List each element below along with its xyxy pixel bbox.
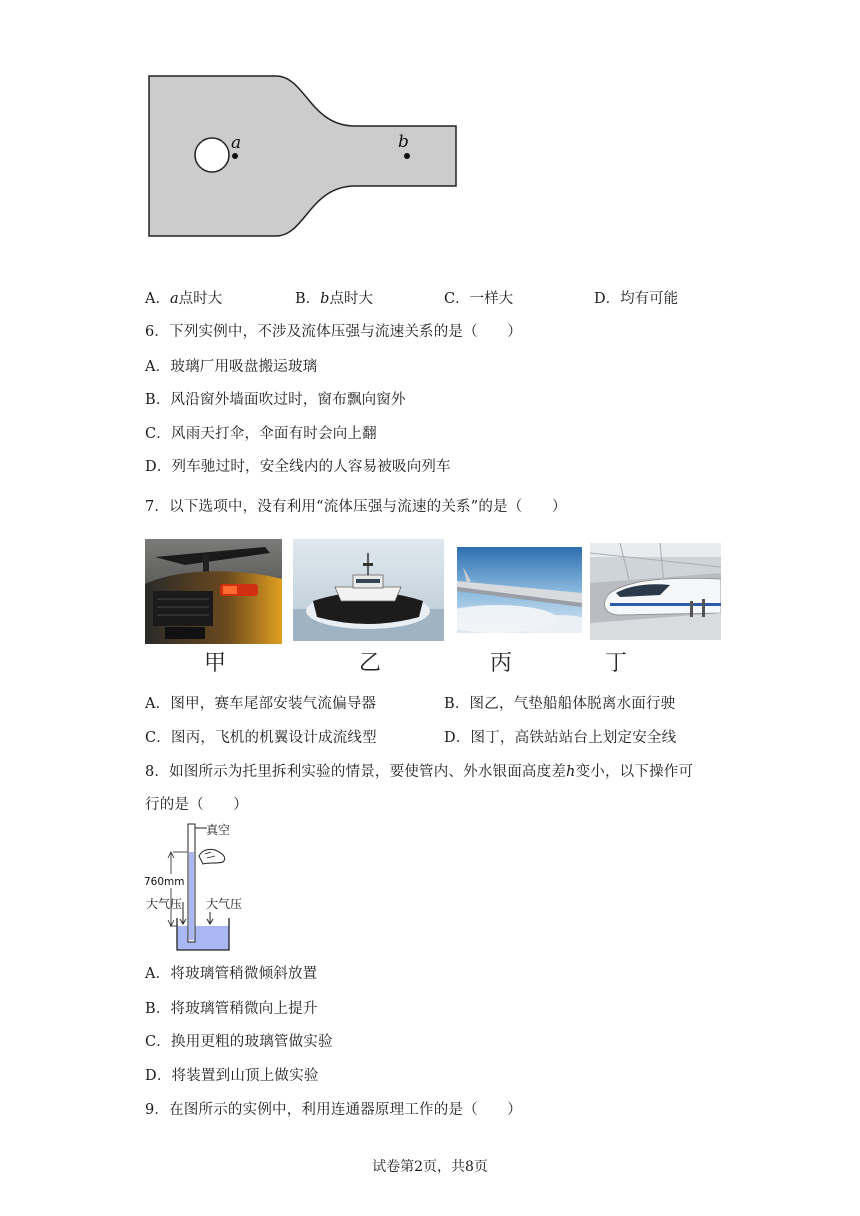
q5-option-b: B．b点时大: [295, 291, 373, 307]
q8-option-d: D．将装置到山顶上做实验: [145, 1068, 319, 1084]
q7-stem: 7．以下选项中，没有利用“流体压强与流速的关系”的是（ ）: [145, 499, 567, 515]
q9-stem: 9．在图所示的实例中，利用连通器原理工作的是（ ）: [145, 1102, 522, 1118]
caption-ding: 丁: [605, 651, 628, 676]
caption-yi: 乙: [359, 651, 382, 676]
high-speed-train-photo: [590, 543, 721, 640]
pipe-figure: [140, 68, 470, 246]
q7-option-b: B．图乙，气垫船船体脱离水面行驶: [444, 696, 676, 712]
race-car-photo: [145, 539, 282, 644]
q8-option-c: C．换用更粗的玻璃管做实验: [145, 1034, 333, 1050]
q5-option-a: A．a点时大: [145, 291, 223, 307]
point-a-dot: [232, 153, 238, 159]
point-a-label: a: [231, 133, 242, 153]
q6-option-b: B．风沿窗外墙面吹过时，窗布飘向窗外: [145, 392, 406, 408]
q5-option-c: C．一样大: [444, 291, 514, 307]
q8-stem-line2: 行的是（ ）: [145, 797, 248, 813]
q6-option-d: D．列车驰过时，安全线内的人容易被吸向列车: [145, 459, 451, 475]
q8-option-b: B．将玻璃管稍微向上提升: [145, 1001, 318, 1017]
point-b-label: b: [398, 132, 409, 152]
airplane-wing-photo: [457, 547, 582, 633]
pipe-hole: [195, 138, 229, 172]
q7-option-c: C．图丙，飞机的机翼设计成流线型: [145, 730, 377, 746]
q5-option-d: D．均有可能: [594, 291, 679, 307]
point-b-dot: [404, 153, 410, 159]
q8-option-a: A．将玻璃管稍微倾斜放置: [145, 966, 318, 982]
atm-right-label: 大气压: [206, 897, 243, 911]
vacuum-label: 真空: [206, 823, 231, 837]
q8-stem-line1: 8．如图所示为托里拆利实验的情景，要使管内、外水银面高度差h变小，以下操作可: [145, 764, 694, 780]
q6-option-c: C．风雨天打伞，伞面有时会向上翻: [145, 426, 377, 442]
q7-option-d: D．图丁，高铁站站台上划定安全线: [444, 730, 677, 746]
torricelli-figure: [143, 818, 258, 956]
hovercraft-photo: [293, 539, 444, 641]
caption-jia: 甲: [204, 651, 227, 676]
q6-option-a: A．玻璃厂用吸盘搬运玻璃: [145, 359, 318, 375]
height-label: 760mm: [144, 876, 185, 888]
page-footer: 试卷第2页，共8页: [372, 1159, 488, 1175]
q6-stem: 6．下列实例中，不涉及流体压强与流速关系的是（ ）: [145, 324, 522, 340]
q7-option-a: A．图甲，赛车尾部安装气流偏导器: [145, 696, 377, 712]
atm-left-label: 大气压: [146, 897, 183, 911]
caption-bing: 丙: [490, 651, 513, 676]
